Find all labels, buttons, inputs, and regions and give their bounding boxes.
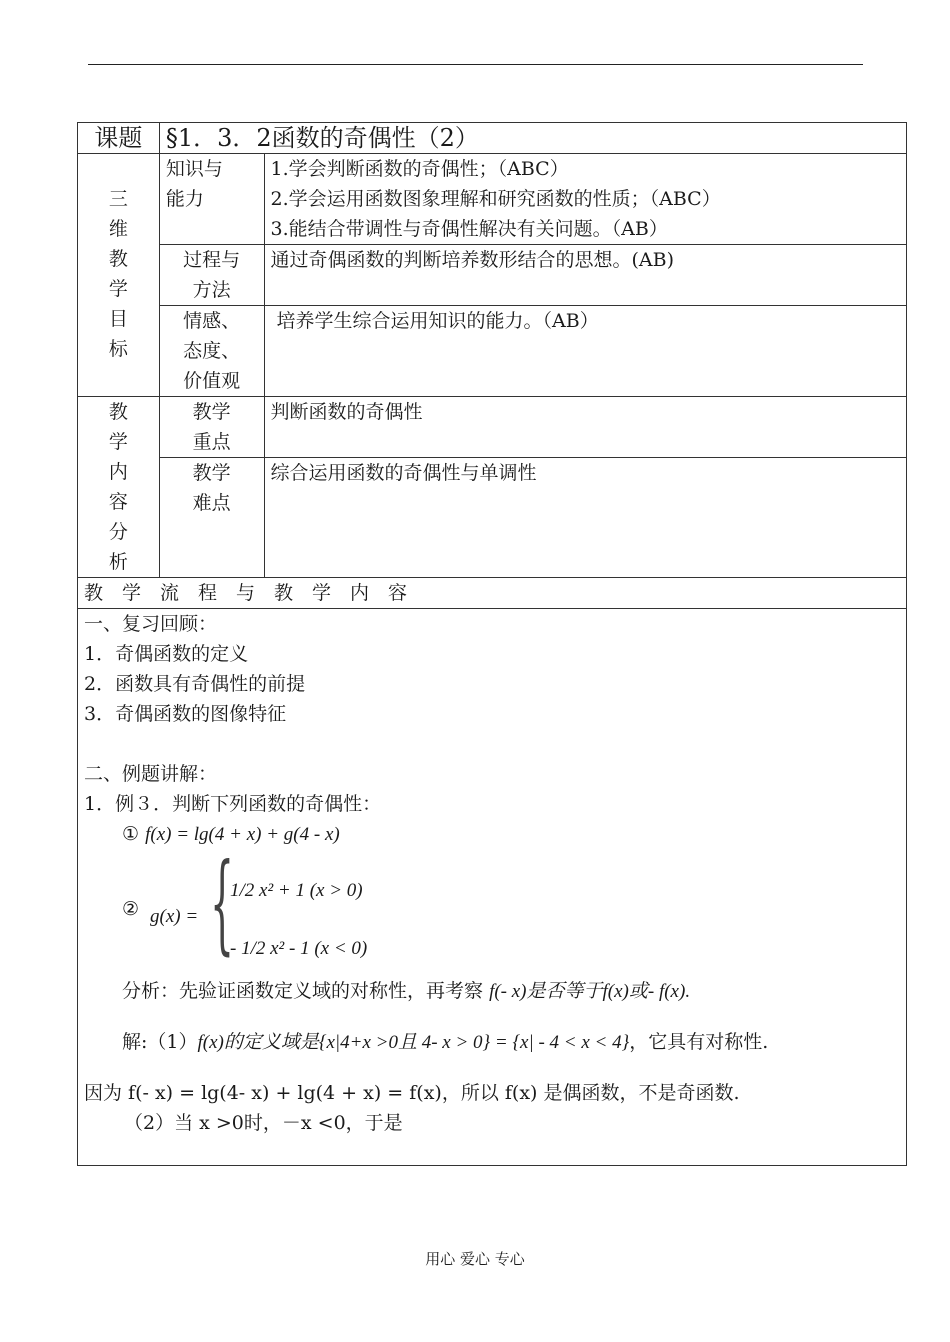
title-row [78, 123, 907, 154]
analysis-line: 分析：先验证函数定义域的对称性，再考察 f(- x)是否等于f(x)或- f(x). [122, 980, 691, 1002]
topic-label: 课题 [78, 123, 160, 154]
review-item: 3．奇偶函数的图像特征 [84, 703, 287, 725]
key-point-row [78, 397, 907, 458]
because-line: 因为 f(- x) = lg(4- x) + lg(4 + x) = f(x)，所以 f(x) 是偶函数，不是奇函数. [84, 1082, 740, 1104]
knowledge-item: 2.学会运用函数图象理解和研究函数的性质；（ABC） [270, 188, 721, 210]
knowledge-item: 3.能结合带调性与奇偶性解决有关问题。（AB） [270, 218, 668, 240]
example-intro: 1．例３．判断下列函数的奇偶性： [84, 793, 382, 815]
header-rule [88, 64, 863, 65]
knowledge-row [78, 154, 907, 245]
brace-icon: { [210, 841, 235, 966]
process-label: 过程与 方法 [159, 245, 264, 306]
flow-title-row [78, 578, 907, 609]
emotion-label: 情感、 态度、 价值观 [159, 306, 264, 397]
lesson-content [78, 609, 907, 1166]
formula-2: ② g(x) = { 1/2 x² + 1 (x > 0) - 1/2 x² - 1 (x < 0) [122, 841, 368, 966]
analysis-group-label: 教 学 内 容 分 析 [78, 397, 160, 578]
review-item: 1．奇偶函数的定义 [84, 643, 249, 665]
emotion-text: 培养学生综合运用知识的能力。（AB） [264, 306, 906, 397]
key-point-text: 判断函数的奇偶性 [264, 397, 906, 458]
knowledge-items [264, 154, 906, 245]
flow-title: 教学流程与教学内容 [78, 578, 907, 609]
formula-1: ① f(x) = lg(4 + x) + g(4 - x) [122, 823, 340, 845]
content-row [78, 609, 907, 1166]
difficulty-row [78, 458, 907, 578]
lesson-plan-table [77, 122, 907, 1166]
examples-title: 二、例题讲解： [84, 763, 218, 785]
process-row [78, 245, 907, 306]
review-item: 2．函数具有奇偶性的前提 [84, 673, 306, 695]
knowledge-label: 知识与 能力 [159, 154, 264, 245]
footer-motto: 用心 爱心 专心 [425, 1250, 525, 1268]
lesson-title: §1．3．2函数的奇偶性（2） [159, 123, 906, 154]
review-title: 一、复习回顾： [84, 613, 218, 635]
process-text: 通过奇偶函数的判断培养数形结合的思想。(AB) [264, 245, 906, 306]
objectives-group-label: 三 维 教 学 目 标 [78, 154, 160, 397]
difficulty-text: 综合运用函数的奇偶性与单调性 [264, 458, 906, 578]
emotion-row [78, 306, 907, 397]
knowledge-item: 1.学会判断函数的奇偶性；（ABC） [270, 158, 569, 180]
part2-line: （2）当 x >0时，－x <0，于是 [124, 1112, 403, 1134]
key-point-label: 教学 重点 [159, 397, 264, 458]
difficulty-label: 教学 难点 [159, 458, 264, 578]
solution-line: 解:（1）f(x)的定义域是{x|4+x >0且 4- x > 0} = {x| - 4 < x < 4}，它具有对称性. [122, 1031, 769, 1053]
